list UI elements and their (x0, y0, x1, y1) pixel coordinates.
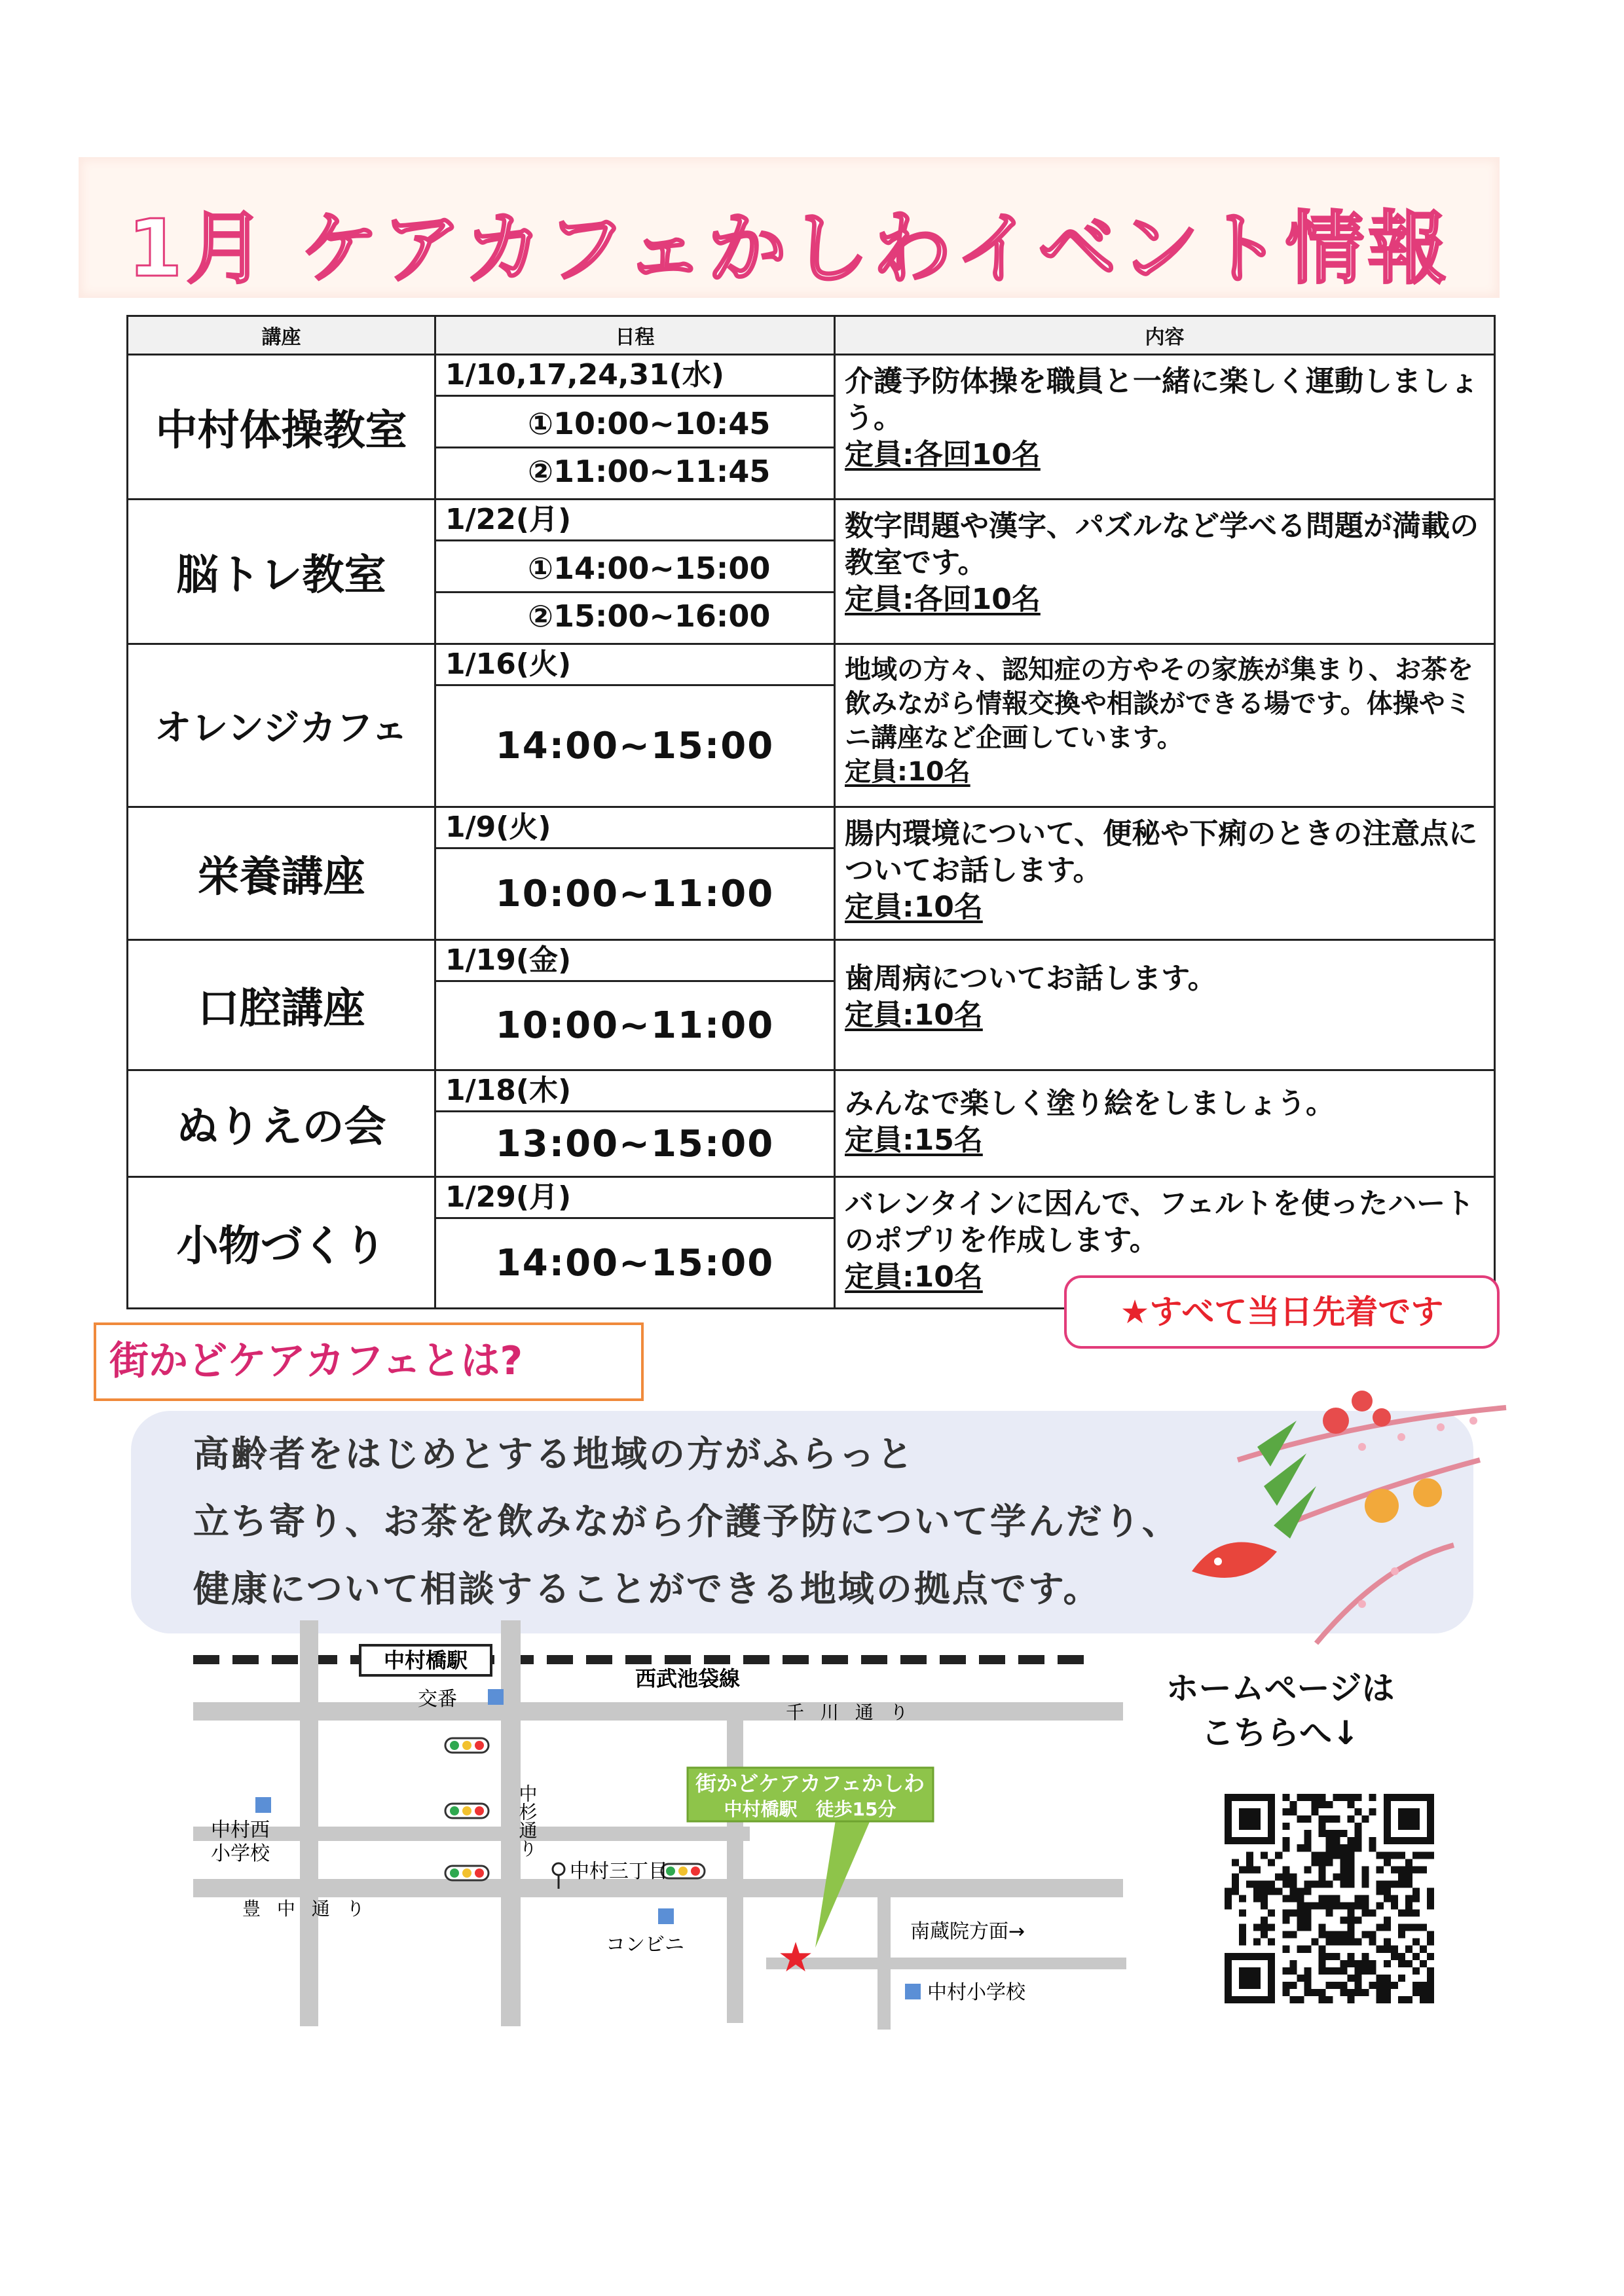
callout-subtitle: 中村橋駅 徒歩15分 (724, 1798, 896, 1820)
homepage-label (1156, 1666, 1405, 1755)
schedule-cell (435, 644, 835, 807)
capacity: 定員:10名 (845, 1260, 983, 1294)
homepage-qr-code[interactable] (1225, 1794, 1434, 2003)
description: 歯周病についてお話します。 (845, 962, 1217, 995)
description: 数字問題や漢字、パズルなど学べる問題が満載の教室です。 (845, 509, 1479, 579)
traffic-light-2 (445, 1804, 489, 1818)
railway-label: 西武池袋線 (635, 1666, 741, 1691)
content-cell (835, 500, 1495, 644)
schedule-cell (435, 807, 835, 940)
east-road (727, 1709, 743, 2023)
content-cell (835, 1070, 1495, 1177)
table-row (128, 1070, 1495, 1177)
homepage-line: こちらへ↓ (1201, 1714, 1359, 1752)
senkawa-road (193, 1702, 1123, 1721)
description: みんなで楽しく塗り絵をしましょう。 (845, 1087, 1335, 1120)
about-line: 健康について相談することができる地域の拠点です。 (193, 1568, 1101, 1610)
description: 腸内環境について、便秘や下痢のときの注意点についてお話します。 (845, 817, 1478, 887)
time-slot: 14:00~15:00 (495, 1242, 775, 1285)
cafe-location-star-icon: ★ (777, 1933, 814, 1981)
table-row (128, 500, 1495, 644)
schedule-cell (435, 500, 835, 644)
title-banner (79, 157, 1500, 298)
page-title: 1月 ケアカフェかしわイベント情報 (127, 204, 1451, 295)
time-slot: 13:00~15:00 (495, 1123, 775, 1165)
time-slot: ①10:00~10:45 (436, 401, 834, 448)
about-line: 高齢者をはじめとする地域の方がふらっと (193, 1433, 915, 1475)
about-line: 立ち寄り、お茶を飲みながら介護予防について学んだり、 (193, 1501, 1180, 1542)
police-box-label: 交番 (418, 1688, 457, 1711)
nakasugi-street-label: 中杉通り (516, 1784, 538, 1857)
description: バレンタインに因んで、フェルトを使ったハートのポプリを作成します。 (845, 1187, 1475, 1257)
school-road (877, 1879, 891, 2030)
nanzoin-direction-label: 南蔵院方面→ (910, 1920, 1025, 1943)
course-name: 栄養講座 (128, 807, 435, 940)
homepage-line: ホームページは (1166, 1669, 1395, 1707)
west-road (300, 1620, 318, 2026)
school-side-road (766, 1958, 1126, 1969)
access-map (177, 1607, 1133, 2039)
callout-title: 街かどケアカフェかしわ (695, 1771, 925, 1796)
table-row (128, 355, 1495, 500)
nakamura-school-label: 中村小学校 (927, 1981, 1025, 2004)
course-name: 脳トレ教室 (128, 500, 435, 644)
header-date: 日程 (435, 316, 835, 355)
content-cell (835, 807, 1495, 940)
schedule-cell (435, 355, 835, 500)
capacity: 定員:各回10名 (845, 438, 1041, 471)
table-header-row (128, 316, 1495, 355)
time-slot: 10:00~11:00 (495, 873, 775, 915)
date: 1/29(月) (436, 1178, 834, 1219)
nakamura-3chome-label: 中村三丁目 (570, 1860, 668, 1883)
toyotama-street-label: 豊 中 通 り (242, 1898, 370, 1920)
header-course: 講座 (128, 316, 435, 355)
time-slot: ①14:00~15:00 (436, 545, 834, 593)
police-box-marker (488, 1689, 504, 1705)
traffic-light-3 (445, 1866, 489, 1880)
convenience-store-marker (658, 1908, 674, 1924)
header-content: 内容 (835, 316, 1495, 355)
schedule-cell (435, 1177, 835, 1309)
table-row (128, 644, 1495, 807)
date: 1/10,17,24,31(水) (436, 355, 834, 397)
table-row (128, 940, 1495, 1070)
time-slot: 14:00~15:00 (495, 725, 775, 767)
course-name: 小物づくり (128, 1177, 435, 1309)
side-road (193, 1827, 750, 1841)
course-name: オレンジカフェ (128, 644, 435, 807)
date: 1/22(月) (436, 500, 834, 541)
traffic-light-1 (445, 1738, 489, 1753)
description: 地域の方々、認知症の方やその家族が集まり、お茶を飲みながら情報交換や相談ができる場です。体操やミニ講座など企画しています。 (845, 655, 1473, 753)
first-come-notice: ★すべて当日先着です (1064, 1275, 1500, 1349)
senkawa-street-label: 千 川 通 り (786, 1702, 913, 1723)
course-name: ぬりえの会 (128, 1070, 435, 1177)
schedule-cell (435, 940, 835, 1070)
date: 1/19(金) (436, 941, 834, 982)
capacity: 定員:各回10名 (845, 583, 1041, 616)
bus-stop-icon (553, 1863, 564, 1875)
convenience-store-label: コンビニ (606, 1933, 684, 1956)
capacity: 定員:10名 (845, 998, 983, 1032)
capacity: 定員:15名 (845, 1123, 983, 1157)
new-year-ornament-illustration (1166, 1355, 1519, 1656)
capacity: 定員:10名 (845, 757, 970, 787)
callout-pointer (815, 1804, 877, 1948)
table-row (128, 807, 1495, 940)
capacity: 定員:10名 (845, 890, 983, 924)
course-name: 中村体操教室 (128, 355, 435, 500)
station-label: 中村橋駅 (383, 1648, 468, 1673)
description: 介護予防体操を職員と一緒に楽しく運動しましょう。 (845, 365, 1479, 435)
course-name: 口腔講座 (128, 940, 435, 1070)
content-cell (835, 940, 1495, 1070)
content-cell (835, 355, 1495, 500)
schedule-cell (435, 1070, 835, 1177)
time-slot: 10:00~11:00 (495, 1004, 775, 1047)
date: 1/16(火) (436, 645, 834, 686)
nakamura-nishi-school-marker (255, 1797, 271, 1813)
date: 1/18(木) (436, 1071, 834, 1112)
time-slot: ②15:00~16:00 (528, 598, 771, 634)
nakamura-nishi-school-label: 中村西小学校 (211, 1819, 270, 1865)
time-slot: ②11:00~11:45 (528, 454, 771, 489)
about-heading: 街かどケアカフェとは? (94, 1322, 644, 1401)
nakamura-school-marker (905, 1984, 921, 1999)
date: 1/9(火) (436, 808, 834, 849)
content-cell (835, 644, 1495, 807)
schedule-table (126, 315, 1496, 1309)
